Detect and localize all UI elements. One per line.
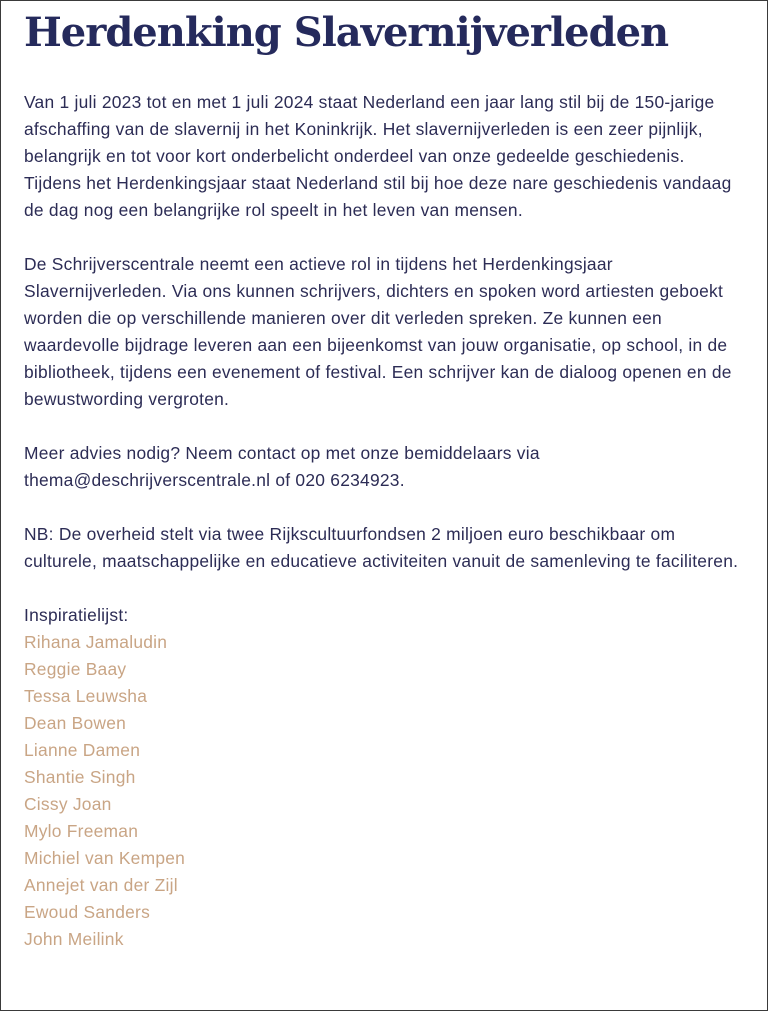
list-item <box>24 899 744 926</box>
list-item <box>24 872 744 899</box>
author-link[interactable]: Reggie Baay <box>24 659 127 679</box>
role-paragraph: De Schrijverscentrale neemt een actieve rol in tijdens het Herdenkingsjaar Slavernijverleden. Via ons kunnen schrijvers, dichters en spoken word artiesten geboekt worden die op verschillende manieren over dit verleden spreken. Ze kunnen een waardevolle bijdrage leveren aan een bijeenkomst van jouw organisatie, op school, in de bibliotheek, tijdens een evenement of festival. Een schrijver kan de dialoog openen en de bewustwording vergroten. <box>24 254 732 409</box>
contact-paragraph: Meer advies nodig? Neem contact op met onze bemiddelaars via thema@deschrijverscentrale.nl of 020 6234923. <box>24 443 540 490</box>
inspiration-list <box>24 629 744 953</box>
list-item <box>24 656 744 683</box>
list-item <box>24 764 744 791</box>
author-link[interactable]: Cissy Joan <box>24 794 112 814</box>
list-item <box>24 818 744 845</box>
intro-paragraph: Van 1 juli 2023 tot en met 1 juli 2024 staat Nederland een jaar lang stil bij de 150-jarige afschaffing van de slavernij in het Koninkrijk. Het slavernijverleden is een zeer pijnlijk, belangrijk en tot voor kort onderbelicht onderdeel van onze gedeelde geschiedenis. Tijdens het Herdenkingsjaar staat Nederland stil bij hoe deze nare geschiedenis vandaag de dag nog een belangrijke rol speelt in het leven van mensen. <box>24 92 732 220</box>
list-item <box>24 737 744 764</box>
page-title: Herdenking Slavernijverleden <box>24 9 669 56</box>
author-link[interactable]: Dean Bowen <box>24 713 127 733</box>
author-link[interactable]: Annejet van der Zijl <box>24 875 178 895</box>
funding-note-paragraph: NB: De overheid stelt via twee Rijkscultuurfondsen 2 miljoen euro beschikbaar om culturele, maatschappelijke en educatieve activiteiten vanuit de samenleving te faciliteren. <box>24 524 739 571</box>
author-link[interactable]: Lianne Damen <box>24 740 141 760</box>
inspiration-list-label: Inspiratielijst: <box>24 605 129 625</box>
author-link[interactable]: Mylo Freeman <box>24 821 139 841</box>
author-link[interactable]: Ewoud Sanders <box>24 902 151 922</box>
author-link[interactable]: Michiel van Kempen <box>24 848 186 868</box>
list-item <box>24 710 744 737</box>
list-item <box>24 683 744 710</box>
author-link[interactable]: Rihana Jamaludin <box>24 632 168 652</box>
author-link[interactable]: John Meilink <box>24 929 124 949</box>
article <box>1 7 767 953</box>
author-link[interactable]: Shantie Singh <box>24 767 136 787</box>
author-link[interactable]: Tessa Leuwsha <box>24 686 148 706</box>
list-item <box>24 926 744 953</box>
list-item <box>24 629 744 656</box>
list-item <box>24 791 744 818</box>
list-item <box>24 845 744 872</box>
